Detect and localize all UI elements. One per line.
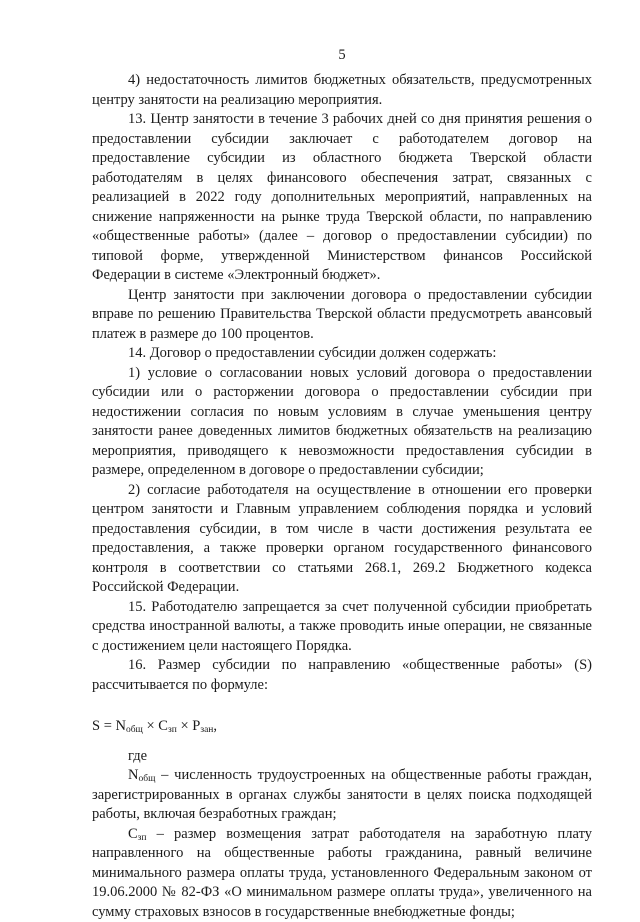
page-number: 5 <box>92 46 592 66</box>
paragraph-14-item-2: 2) согласие работодателя на осуществление в отношении его проверки центром занятости и Главным управлением соблюдения порядка и условий предоставления субсидии, в том числе в части достижения результата ее предоставления, а также проверки органом государственного финансового контроля в соответствии со статьями 268.1, 269.2 Бюджетного кодекса Российской Федерации. <box>92 481 592 598</box>
formula-lhs: S = N <box>92 718 126 734</box>
document-body <box>92 71 592 922</box>
paragraph-16: 16. Размер субсидии по направлению «общественные работы» (S) рассчитывается по формуле: <box>92 656 592 695</box>
document-page <box>92 0 592 905</box>
formula-c-subscript: зп <box>168 725 177 735</box>
paragraph-15: 15. Работодателю запрещается за счет полученной субсидии приобретать средства иностранной валюты, а также проводить иные операции, не связанные с достижением цели настоящего Порядка. <box>92 598 592 657</box>
formula-times-c: × C <box>143 718 168 734</box>
formula-n-subscript: общ <box>126 725 143 735</box>
definition-n-text: – численность трудоустроенных на общественные работы граждан, зарегистрированных в органах службы занятости в целях поиска подходящей работы, включая безработных граждан; <box>92 767 592 822</box>
formula-p-subscript: зан <box>200 725 213 735</box>
definition-c-symbol: C <box>128 826 138 842</box>
paragraph-advance-payment: Центр занятости при заключении договора о предоставлении субсидии вправе по решению Правительства Тверской области предусмотреть авансовый платеж в размере до 100 процентов. <box>92 286 592 345</box>
definition-c-text: – размер возмещения затрат работодателя на заработную плату направленного на общественные работы гражданина, равный величине минимального размера оплаты труда, установленного Федеральным законом от 19.06.2000 № 82-ФЗ «О минимальном размере оплаты труда», увеличенного на сумму страховых взносов в государственные внебюджетные фонды; <box>92 826 592 920</box>
paragraph-item-4: 4) недостаточность лимитов бюджетных обязательств, предусмотренных центру занятости на реализацию мероприятия. <box>92 71 592 110</box>
paragraph-14-item-1: 1) условие о согласовании новых условий договора о предоставлении субсидии или о расторжении договора о предоставлении субсидии при недостижении согласия по новым условиям в случае уменьшения центру занятости ранее доведенных лимитов бюджетных обязательств на реализацию мероприятия, приводящего к невозможности предоставления субсидии в размере, определенном в договоре о предоставлении субсидии; <box>92 364 592 481</box>
definition-n <box>92 766 592 825</box>
formula-tail: , <box>213 718 217 734</box>
paragraph-13: 13. Центр занятости в течение 3 рабочих дней со дня принятия решения о предоставлении субсидии заключает с работодателем договор на предоставление субсидии из областного бюджета Тверской области работодателям в целях финансового обеспечения затрат, связанных с реализацией в 2022 году дополнительных мероприятий, направленных на снижение напряженности на рынке труда Тверской области, по направлению «общественные работы» (далее – договор о предоставлении субсидии) по типовой форме, утвержденной Министерством финансов Российской Федерации в системе «Электронный бюджет». <box>92 110 592 286</box>
where-label: где <box>92 747 592 767</box>
definition-n-symbol: N <box>128 767 138 783</box>
formula-times-p: × P <box>177 718 201 734</box>
subsidy-formula <box>92 717 592 737</box>
definition-c-subscript: зп <box>138 833 147 843</box>
definition-n-subscript: общ <box>138 774 155 784</box>
paragraph-14: 14. Договор о предоставлении субсидии должен содержать: <box>92 344 592 364</box>
definition-c <box>92 825 592 922</box>
